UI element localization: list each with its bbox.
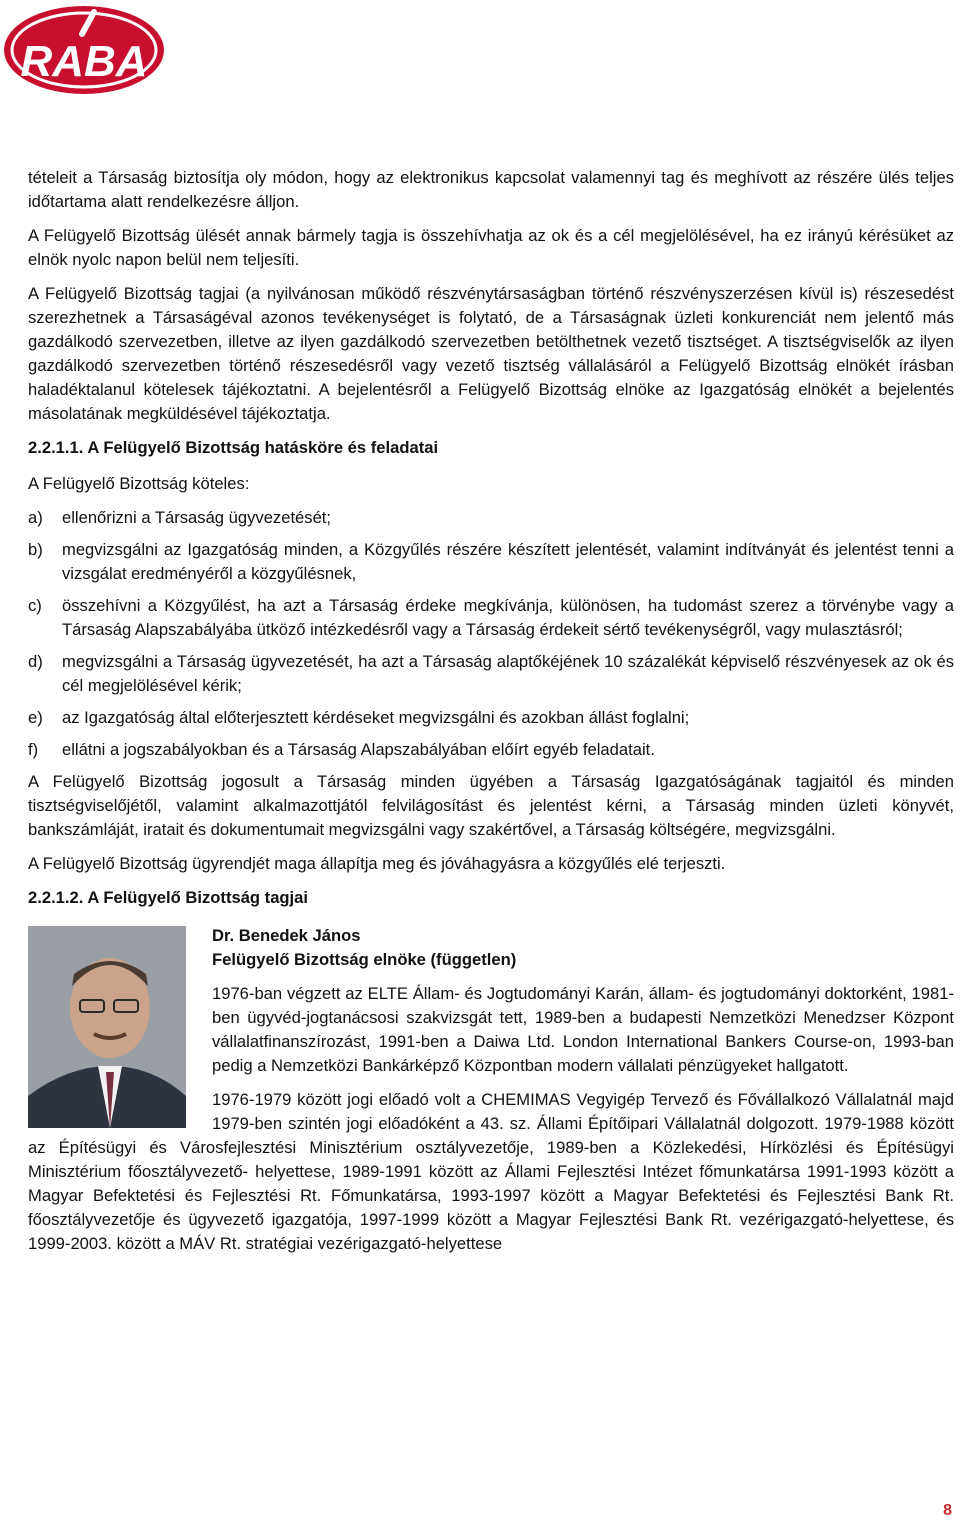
- bio-paragraph: 1976-1979 között jogi előadó volt a CHEMIMAS Vegyigép Tervező és Fővállalkozó Vállalatnál majd 1979-ben szintén jogi előadóként a 43. sz. Állami Építőipari Vállalatnál dolgozott. 1979-1988 között az Építésügyi és Városfejlesztési Minisztérium osztályvezetője, 1989-ben a Közlekedési, Hírközlési és Építésügyi Minisztérium főosztályvezető- helyettese, 1989-1991 között az Állami Fejlesztési Intézet főmunkatársa 1991-1993 között a Magyar Befektetési és Fejlesztési Rt. Főmunkatársa, 1993-1997 között a Magyar Befektetési és Fejlesztési Bank Rt. főosztályvezetője és ügyvezető igazgatója, 1997-1999 között a Magyar Fejlesztési Bank Rt. vezérigazgató-helyettese, és 1999-2003. között a MÁV Rt. stratégiai vezérigazgató-helyettese: [28, 1090, 954, 1253]
- list-item: [28, 706, 954, 730]
- section-heading: 2.2.1.1. A Felügyelő Bizottság hatásköre és feladatai: [28, 438, 439, 457]
- list-item-text: megvizsgálni az Igazgatóság minden, a Közgyűlés részére készített jelentését, valamint indítványát és jelentést tenni a vizsgálat eredményéről a közgyűlésnek,: [62, 540, 954, 583]
- list-item-text: ellenőrizni a Társaság ügyvezetését;: [62, 508, 332, 527]
- list-item: [28, 594, 954, 642]
- logo-text: RABA: [20, 37, 148, 86]
- section-heading: 2.2.1.2. A Felügyelő Bizottság tagjai: [28, 888, 309, 907]
- list-marker: f): [28, 740, 39, 759]
- portrait-photo: [28, 926, 186, 1128]
- person-title: Felügyelő Bizottság elnöke (független): [212, 950, 517, 969]
- list-marker: d): [28, 652, 43, 671]
- list-marker: b): [28, 540, 43, 559]
- list-item: [28, 506, 954, 530]
- list-item: [28, 538, 954, 586]
- paragraph: tételeit a Társaság biztosítja oly módon, hogy az elektronikus kapcsolat valamennyi tag és meghívott az részére ülés teljes időtartama alatt rendelkezésre álljon.: [28, 168, 954, 211]
- list-marker: e): [28, 708, 43, 727]
- paragraph: A Felügyelő Bizottság jogosult a Társaság minden ügyében a Társaság Igazgatóságának tagjaitól és minden tisztségviselőjétől, valamint alkalmazottjától felvilágosítást és jelentést kérni, a Társaság minden üzleti könyvét, bankszámláját, iratait és dokumentumait megvizsgálni vagy szakértővel, a Társaság költségére, megvizsgálni.: [28, 772, 954, 839]
- list-item-text: összehívni a Közgyűlést, ha azt a Társaság érdeke megkívánja, különösen, ha tudomást szerez a törvénybe vagy a Társaság Alapszabályába ütköző intézkedésről vagy a Társaság érdekeit sértő tevékenységről, vagy mulasztásról;: [62, 596, 954, 639]
- member-profile: [28, 924, 954, 1256]
- list-item-text: ellátni a jogszabályokban és a Társaság Alapszabályában előírt egyéb feladatait.: [62, 740, 655, 759]
- section-intro: A Felügyelő Bizottság köteles:: [28, 474, 250, 493]
- raba-logo: [2, 4, 166, 96]
- person-name: Dr. Benedek János: [212, 926, 361, 945]
- document-body: [28, 166, 954, 1266]
- paragraph: A Felügyelő Bizottság tagjai (a nyilvánosan működő részvénytársaságban történő részvényszerzésen kívül is) részesedést szerezhetnek a Társaságéval azonos tevékenységet is folytató, de a Társaságnak üzleti konkurenciát nem jelentő más gazdálkodó szervezetben, illetve az ilyen gazdálkodó szervezetben betölthetnek vezető tisztséget. A tisztségviselők az ilyen gazdálkodó szervezetben történő részesedésről vagy vezető tisztség vállalásáról a Felügyelő Bizottság elnökét írásban haladéktalanul kötelesek tájékoztatni. A bejelentésről a Felügyelő Bizottság elnöke az Igazgatóság elnökét a bejelentés másolatának megküldésével tájékoztatja.: [28, 284, 954, 423]
- duties-list: [28, 506, 954, 762]
- list-item-text: az Igazgatóság által előterjesztett kérdéseket megvizsgálni és azokban állást foglalni;: [62, 708, 690, 727]
- list-marker: a): [28, 508, 43, 527]
- paragraph: A Felügyelő Bizottság ügyrendjét maga állapítja meg és jóváhagyásra a közgyűlés elé terjeszti.: [28, 854, 726, 873]
- page-number: 8: [943, 1502, 952, 1519]
- bio-paragraph: 1976-ban végzett az ELTE Állam- és Jogtudományi Karán, állam- és jogtudományi doktorként, 1981-ben ügyvéd-jogtanácsosi szakvizsgát tett, 1989-ben a budapesti Nemzetközi Menedzser Központ vállalatfinanszírozást, 1991-ben a Daiwa Ltd. London International Bankers Course-on, 1993-ban pedig a Nemzetközi Bankárképző Központban modern vállalati pénzügyeket hallgatott.: [212, 984, 954, 1075]
- paragraph: A Felügyelő Bizottság ülését annak bármely tagja is összehívhatja az ok és a cél megjelölésével, ha ez irányú kérésüket az elnök nyolc napon belül nem teljesíti.: [28, 226, 954, 269]
- list-marker: c): [28, 596, 42, 615]
- list-item-text: megvizsgálni a Társaság ügyvezetését, ha azt a Társaság alaptőkéjének 10 százalékát képviselő részvényesek az ok és cél megjelölésével kérik;: [62, 652, 954, 695]
- list-item: [28, 650, 954, 698]
- list-item: [28, 738, 954, 762]
